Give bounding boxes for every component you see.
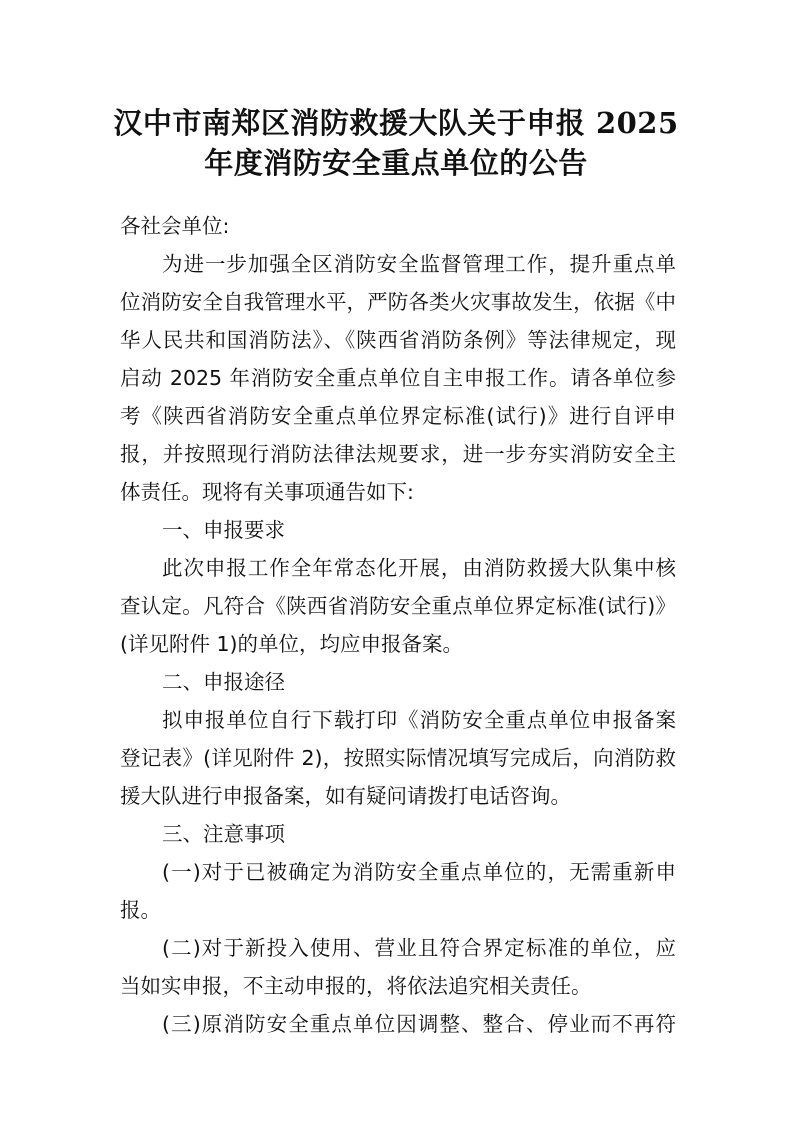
section-heading-requirements: 一、申报要求	[162, 518, 285, 542]
note-item-3-line: (三)原消防安全重点单位因调整、整合、停业而不再符	[162, 1012, 676, 1036]
section1-line: (详见附件 1)的单位，均应申报备案。	[120, 632, 464, 656]
note-item-2-line: (二)对于新投入使用、营业且符合界定标准的单位，应	[162, 936, 676, 960]
section2-line: 拟申报单位自行下载打印《消防安全重点单位申报备案	[162, 708, 676, 732]
intro-line: 报，并按照现行消防法律法规要求，进一步夯实消防安全主	[120, 442, 676, 466]
section1-line: 此次申报工作全年常态化开展，由消防救援大队集中核	[162, 556, 676, 580]
section2-line: 援大队进行申报备案，如有疑问请拨打电话咨询。	[120, 784, 571, 808]
intro-line: 位消防安全自我管理水平，严防各类火灾事故发生，依据《中	[120, 290, 676, 314]
intro-line: 为进一步加强全区消防安全监督管理工作，提升重点单	[162, 252, 676, 276]
section1-line: 查认定。凡符合《陕西省消防安全重点单位界定标准(试行)》	[120, 594, 676, 618]
intro-line: 华人民共和国消防法》、《陕西省消防条例》等法律规定，现	[120, 328, 676, 352]
section-heading-notes: 三、注意事项	[162, 822, 285, 846]
note-item-2-line: 当如实申报，不主动申报的，将依法追究相关责任。	[120, 974, 592, 998]
note-item-1-line: (一)对于已被确定为消防安全重点单位的，无需重新申	[162, 860, 676, 884]
intro-line: 考《陕西省消防安全重点单位界定标准(试行)》进行自评申	[120, 404, 676, 428]
document-title-line-1: 汉中市南郑区消防救援大队关于申报 2025	[113, 106, 679, 140]
salutation: 各社会单位:	[120, 214, 230, 238]
document-title-line-2: 年度消防安全重点单位的公告	[204, 146, 588, 180]
intro-line: 体责任。现将有关事项通告如下:	[120, 480, 414, 504]
intro-line: 启动 2025 年消防安全重点单位自主申报工作。请各单位参	[120, 366, 676, 390]
note-item-1-line: 报。	[120, 898, 161, 922]
section2-line: 登记表》(详见附件 2)，按照实际情况填写完成后，向消防救	[120, 746, 676, 770]
section-heading-channel: 二、申报途径	[162, 670, 285, 694]
